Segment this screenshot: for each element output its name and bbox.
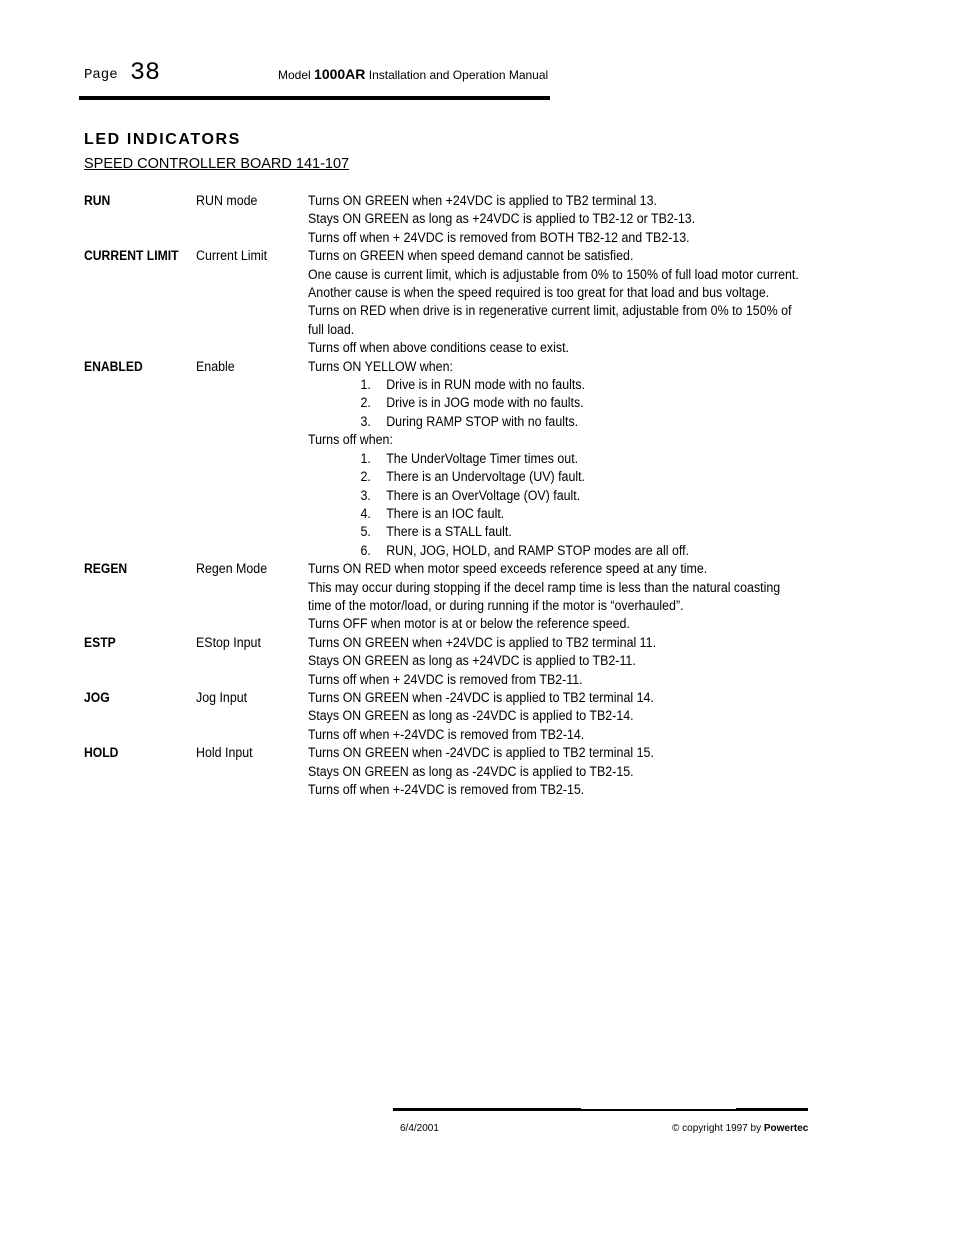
led-description — [308, 192, 844, 247]
desc-line: Turns off when: — [308, 432, 393, 448]
desc-line: Turns off when above conditions cease to exist. — [308, 340, 569, 356]
desc-line: Turns ON GREEN when +24VDC is applied to TB2 terminal 13. — [308, 193, 657, 208]
desc-line: time of the motor/load, or during running if the motor is “overhauled”. — [308, 597, 684, 613]
section-title: LED INDICATORS — [84, 131, 241, 148]
desc-line: Turns ON GREEN when -24VDC is applied to TB2 terminal 14. — [308, 689, 654, 705]
footer-date: 6/4/2001 — [400, 1123, 439, 1134]
led-name: ESTP — [84, 634, 116, 650]
led-name: RUN — [84, 193, 111, 208]
desc-line: Stays ON GREEN as long as -24VDC is applied to TB2-15. — [308, 763, 634, 779]
led-label: Current Limit — [196, 248, 268, 264]
led-label: RUN mode — [196, 193, 258, 208]
led-name: CURRENT LIMIT — [84, 248, 179, 264]
led-row-jog — [84, 689, 844, 744]
led-name: HOLD — [84, 745, 119, 761]
desc-line: This may occur during stopping if the decel ramp time is less than the natural coasting — [308, 579, 781, 595]
list-item: 3. During RAMP STOP with no faults. — [360, 413, 579, 429]
list-item: 5. There is a STALL fault. — [360, 524, 512, 540]
page-number: 38 — [130, 58, 161, 87]
led-description — [308, 247, 844, 357]
desc-line: Turns off when + 24VDC is removed from TB2-11. — [308, 671, 583, 687]
led-table — [84, 192, 844, 799]
footer-rule — [393, 1108, 581, 1111]
desc-line: Turns ON GREEN when +24VDC is applied to TB2 terminal 11. — [308, 634, 657, 650]
list-item: 3. There is an OverVoltage (OV) fault. — [360, 487, 581, 503]
desc-line: Stays ON GREEN as long as -24VDC is applied to TB2-14. — [308, 708, 634, 724]
list-item: 1. The UnderVoltage Timer times out. — [360, 450, 579, 466]
desc-line: full load. — [308, 321, 355, 337]
footer-rule — [736, 1108, 808, 1111]
desc-line: Turns off when +-24VDC is removed from TB2-15. — [308, 782, 585, 797]
led-description — [308, 358, 844, 560]
led-row-enabled — [84, 358, 844, 560]
page-word: Page — [84, 67, 118, 83]
desc-line: Turns ON RED when motor speed exceeds reference speed at any time. — [308, 561, 708, 577]
desc-line: Turns OFF when motor is at or below the reference speed. — [308, 616, 630, 632]
led-label: Hold Input — [196, 745, 253, 761]
page-header — [84, 58, 564, 94]
led-row-current-limit — [84, 247, 844, 357]
list-item: 2. Drive is in JOG mode with no faults. — [360, 395, 584, 411]
footer-copyright: © copyright 1997 by Powertec — [672, 1123, 809, 1134]
led-row-regen — [84, 560, 844, 634]
led-label: Regen Mode — [196, 561, 268, 577]
led-description — [308, 634, 844, 689]
desc-line: Another cause is when the speed required is too great for that load and bus voltage. — [308, 285, 770, 301]
desc-line: Stays ON GREEN as long as +24VDC is applied to TB2-12 or TB2-13. — [308, 211, 696, 227]
desc-line: Turns on RED when drive is in regenerative current limit, adjustable from 0% to 150% of — [308, 303, 792, 319]
led-label: Jog Input — [196, 689, 248, 705]
led-name: REGEN — [84, 561, 128, 577]
led-row-estp — [84, 634, 844, 689]
led-row-run — [84, 192, 844, 247]
list-item: 2. There is an Undervoltage (UV) fault. — [360, 469, 586, 485]
led-description — [308, 560, 844, 634]
led-name: JOG — [84, 689, 110, 705]
section-subtitle: SPEED CONTROLLER BOARD 141-107 — [84, 156, 350, 172]
header-rule — [79, 96, 550, 100]
desc-line: Stays ON GREEN as long as +24VDC is applied to TB2-11. — [308, 653, 636, 669]
desc-line: Turns off when +-24VDC is removed from TB2-14. — [308, 726, 585, 742]
footer-rule — [581, 1109, 736, 1111]
list-item: 1. Drive is in RUN mode with no faults. — [360, 377, 585, 393]
desc-line: Turns ON GREEN when -24VDC is applied to TB2 terminal 15. — [308, 745, 654, 761]
led-label: Enable — [196, 358, 235, 374]
led-description — [308, 744, 844, 799]
manual-title: Model 1000AR Installation and Operation Manual — [278, 66, 549, 82]
led-name: ENABLED — [84, 358, 143, 374]
list-item: 6. RUN, JOG, HOLD, and RAMP STOP modes are all off. — [360, 542, 689, 558]
list-item: 4. There is an IOC fault. — [360, 505, 505, 521]
led-row-hold — [84, 744, 844, 799]
desc-line: Turns off when + 24VDC is removed from BOTH TB2-12 and TB2-13. — [308, 229, 690, 245]
led-label: EStop Input — [196, 634, 261, 650]
desc-line: Turns on GREEN when speed demand cannot be satisfied. — [308, 248, 634, 264]
desc-line: One cause is current limit, which is adjustable from 0% to 150% of full load motor current. — [308, 266, 799, 282]
desc-line: Turns ON YELLOW when: — [308, 358, 453, 374]
led-description — [308, 689, 844, 744]
